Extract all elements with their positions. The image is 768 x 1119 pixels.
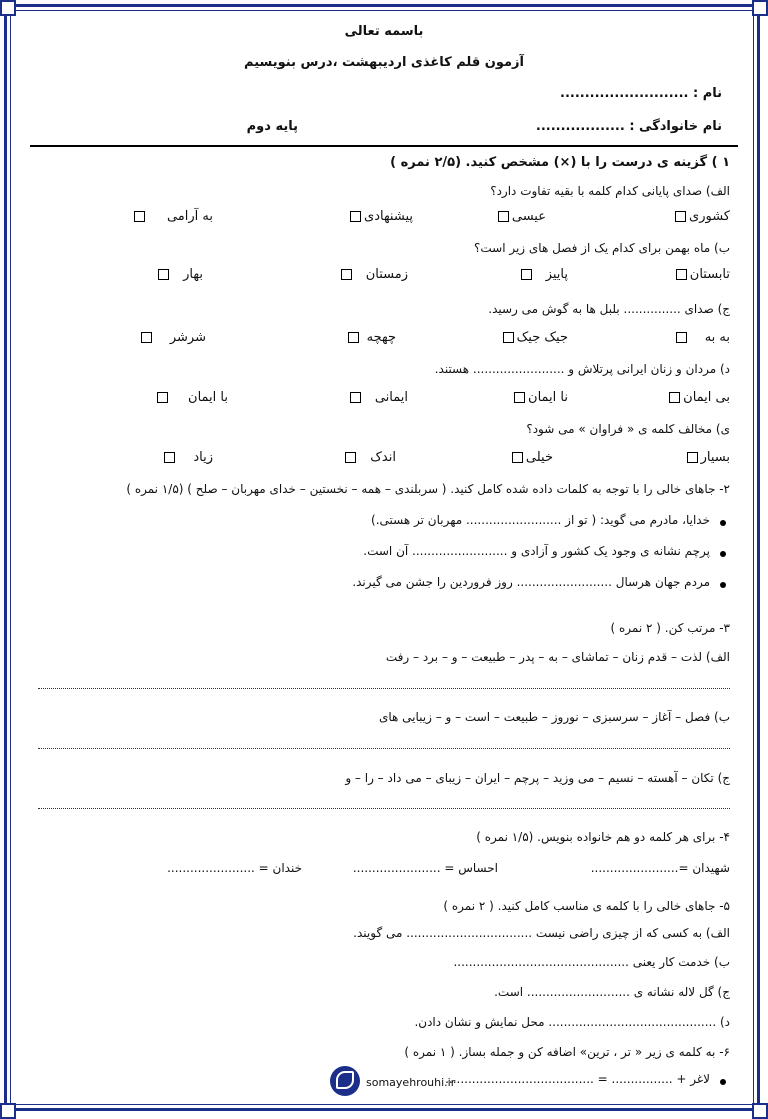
q4-word-3[interactable]: خندان = ....................... xyxy=(167,861,302,875)
bullet xyxy=(720,551,726,557)
grade-label: پایه دوم xyxy=(246,119,298,134)
checkbox[interactable] xyxy=(134,211,145,222)
q1-b-question: ب) ماه بهمن برای کدام یک از فصل های زیر است؟ xyxy=(473,241,730,255)
name-field[interactable]: نام : .......................... xyxy=(560,86,722,101)
q1-c-question: ج) صدای ............... بلبل ها به گوش می رسید. xyxy=(488,302,730,316)
q1-d-option-1[interactable]: بی ایمان xyxy=(666,390,730,405)
q1-e-option-2[interactable]: خیلی xyxy=(509,450,553,465)
q2-title: ۲- جاهای خالی را با توجه به کلمات داده شده کامل کنید. ( سربلندی – همه – نخستین – خدای مهربان – صلح ) (۱/۵ نمره ) xyxy=(126,482,730,496)
q1-e-question: ی) مخالف کلمه ی « فراوان » می شود؟ xyxy=(526,422,730,436)
checkbox[interactable] xyxy=(676,332,687,343)
checkbox[interactable] xyxy=(687,452,698,463)
q2-item-1: خدایا، مادرم می گوید: ( تو از ......................... مهربان تر هستی.) xyxy=(371,513,710,527)
q2-item-3: مردم جهان هرسال ......................... روز فروردین را جشن می گیرند. xyxy=(352,575,710,589)
answer-line[interactable] xyxy=(38,808,730,809)
checkbox[interactable] xyxy=(503,332,514,343)
checkbox[interactable] xyxy=(676,269,687,280)
q5-title: ۵- جاهای خالی را با کلمه ی مناسب کامل کنید. ( ۲ نمره ) xyxy=(443,899,730,913)
checkbox[interactable] xyxy=(521,269,532,280)
q6-item-1: لاغر + ................ = ....................................... xyxy=(445,1072,710,1086)
checkbox[interactable] xyxy=(512,452,523,463)
family-name-field[interactable]: نام خانوادگی : .................. xyxy=(535,119,722,134)
q1-d-question: د) مردان و زنان ایرانی پرتلاش و ........................ هستند. xyxy=(434,362,730,376)
q1-b-option-4[interactable]: بهار xyxy=(155,267,203,282)
answer-line[interactable] xyxy=(38,688,730,689)
q4-title: ۴- برای هر کلمه دو هم خانواده بنویس. (۱/۵ نمره ) xyxy=(476,830,730,844)
q1-d-option-3[interactable]: ایمانی xyxy=(347,390,408,405)
q6-title: ۶- به کلمه ی زیر « تر ، ترین» اضافه کن و جمله بساز. ( ۱ نمره ) xyxy=(404,1045,730,1059)
q1-a-option-3[interactable]: پیشنهادی xyxy=(347,209,413,224)
q5-item-a: الف) به کسی که از چیزی راضی نیست ................................. می گویند. xyxy=(353,926,730,940)
checkbox[interactable] xyxy=(157,392,168,403)
bismillah: باسمه تعالی xyxy=(344,24,424,39)
checkbox[interactable] xyxy=(348,332,359,343)
q1-c-option-3[interactable]: چهچه xyxy=(345,330,396,345)
header-divider xyxy=(30,145,738,147)
checkbox[interactable] xyxy=(675,211,686,222)
checkbox[interactable] xyxy=(350,392,361,403)
q3-item-b: ب) فصل – آغاز – سرسبزی – نوروز – طبیعت – است – و – زیبایی های xyxy=(378,710,730,724)
q1-c-option-4[interactable]: شرشر xyxy=(138,330,206,345)
q3-title: ۳- مرتب کن. ( ۲ نمره ) xyxy=(610,621,730,635)
q1-a-question: الف) صدای پایانی کدام کلمه با بقیه تفاوت دارد؟ xyxy=(490,184,730,198)
q1-a-option-4[interactable]: به آرامی xyxy=(131,209,213,224)
q1-e-option-4[interactable]: زیاد xyxy=(161,450,213,465)
bullet xyxy=(720,1079,726,1085)
checkbox[interactable] xyxy=(341,269,352,280)
checkbox[interactable] xyxy=(141,332,152,343)
q4-word-1[interactable]: شهیدان =....................... xyxy=(590,861,730,875)
q1-a-option-2[interactable]: عیسی xyxy=(495,209,546,224)
q1-e-option-1[interactable]: بسیار xyxy=(684,450,730,465)
q3-item-c: ج) تکان – آهسته – نسیم – می وزید – پرچم – ایران – زیبای – می داد – را – و xyxy=(345,771,730,785)
answer-line[interactable] xyxy=(38,748,730,749)
site-url[interactable]: somayehrouhi.ir xyxy=(366,1076,456,1089)
q1-a-option-1[interactable]: کشوری xyxy=(672,209,730,224)
exam-title: آزمون قلم کاغذی اردیبهشت ،درس بنویسیم xyxy=(244,55,524,70)
q1-title: ۱ ) گزینه ی درست را با (×) مشخص کنید. (۲/۵ نمره ) xyxy=(390,155,730,170)
q2-item-2: پرچم نشانه ی وجود یک کشور و آزادی و ......................... آن است. xyxy=(363,544,710,558)
checkbox[interactable] xyxy=(158,269,169,280)
q1-b-option-1[interactable]: تابستان xyxy=(673,267,730,282)
checkbox[interactable] xyxy=(345,452,356,463)
q1-b-option-3[interactable]: زمستان xyxy=(338,267,408,282)
q5-item-d: د) ............................................ محل نمایش و نشان دادن. xyxy=(414,1015,730,1029)
q4-word-2[interactable]: احساس = ....................... xyxy=(352,861,498,875)
site-logo-icon xyxy=(330,1066,360,1096)
checkbox[interactable] xyxy=(498,211,509,222)
checkbox[interactable] xyxy=(669,392,680,403)
q1-d-option-4[interactable]: با ایمان xyxy=(154,390,228,405)
checkbox[interactable] xyxy=(514,392,525,403)
checkbox[interactable] xyxy=(350,211,361,222)
q1-c-option-2[interactable]: جیک جیک xyxy=(500,330,568,345)
q5-item-c: ج) گل لاله نشانه ی ........................... است. xyxy=(494,985,730,999)
bullet xyxy=(720,520,726,526)
q3-item-a: الف) لذت – قدم زنان – تماشای – به – پدر – طبیعت – و – برد – رفت xyxy=(385,650,730,664)
bullet xyxy=(720,582,726,588)
checkbox[interactable] xyxy=(164,452,175,463)
q1-d-option-2[interactable]: نا ایمان xyxy=(511,390,568,405)
q1-e-option-3[interactable]: اندک xyxy=(342,450,396,465)
q1-c-option-1[interactable]: به به xyxy=(673,330,730,345)
q1-b-option-2[interactable]: پاییز xyxy=(518,267,568,282)
q5-item-b: ب) خدمت کار یعنی .............................................. xyxy=(453,955,730,969)
